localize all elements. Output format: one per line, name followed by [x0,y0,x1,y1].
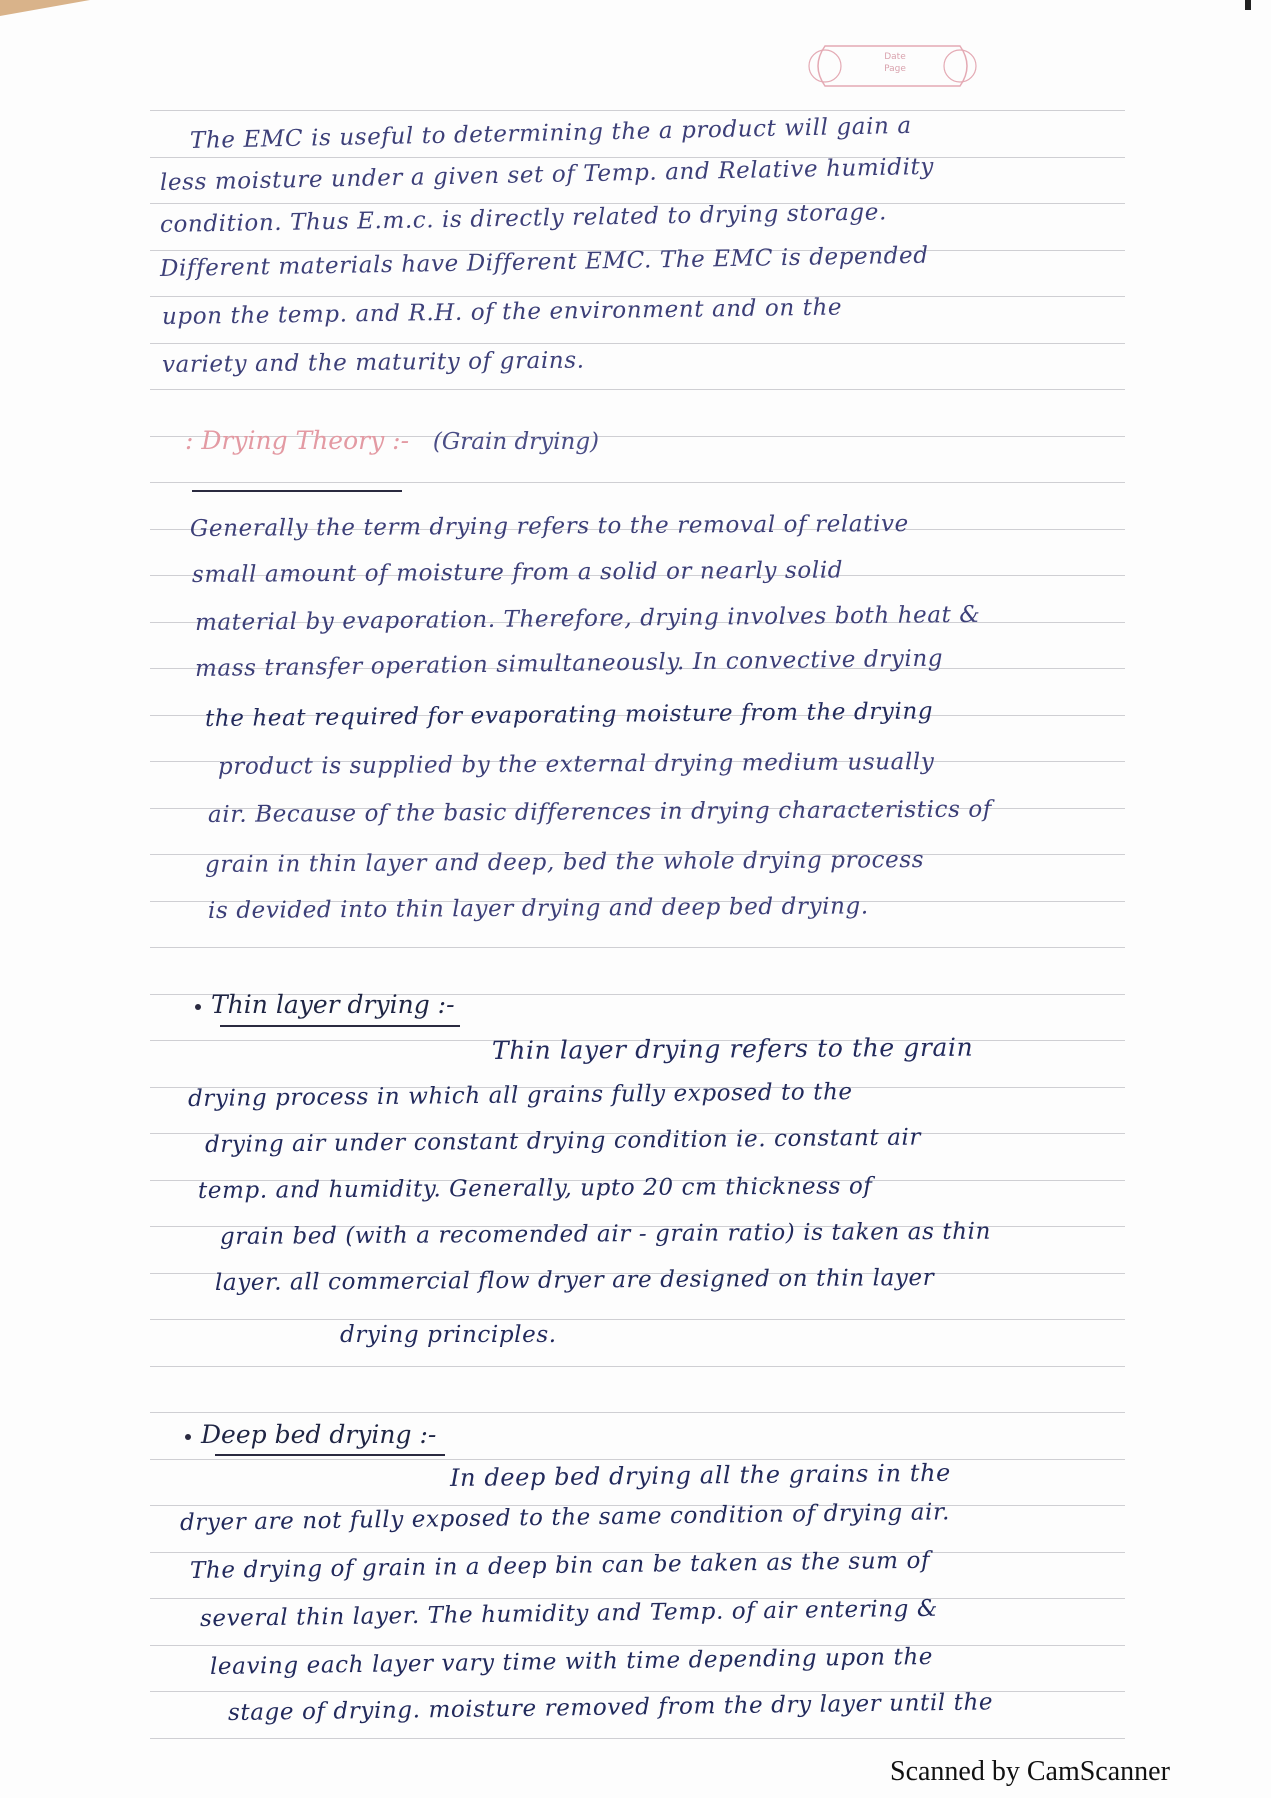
deep-bed-heading: Deep bed drying :- [201,1420,437,1449]
text-line: small amount of moisture from a solid or nearly solid [191,557,844,588]
text-line: product is supplied by the external drying medium usually [217,748,935,780]
text-line: variety and the maturity of grains. [161,347,585,378]
text-line: The EMC is useful to determining the a product will gain a [189,112,912,154]
section-heading-drying-theory [185,426,599,455]
text-line: is devided into thin layer drying and deep bed drying. [207,893,869,924]
text-line: drying principles. [340,1322,557,1348]
heading-underline [192,490,402,492]
text-line: air. Because of the basic differences in drying characteristics of [207,796,993,828]
text-line: Thin layer drying refers to the grain [491,1032,974,1065]
text-line: grain in thin layer and deep, bed the whole drying process [204,846,925,878]
scanner-watermark: Scanned by CamScanner [890,1756,1170,1787]
stamp-page-label: Page [884,64,906,74]
text-line: upon the temp. and R.H. of the environment and on the [161,294,843,330]
text-line: In deep bed drying all the grains in the [449,1458,952,1492]
text-line: grain bed (with a recomended air - grain ratio) is taken as thin [219,1218,992,1250]
stamp-date-label: Date [884,52,906,62]
text-line: layer. all commercial flow dryer are designed on thin layer [214,1264,935,1296]
bullet-icon [195,1004,201,1010]
drying-theory-heading: : Drying Theory :- [185,426,410,455]
heading-underline [215,1454,445,1456]
text-line: material by evaporation. Therefore, drying involves both heat & [194,601,981,636]
text-line: mass transfer operation simultaneously. In convective drying [194,645,944,682]
text-line: less moisture under a given set of Temp. and Relative humidity [159,153,935,196]
text-line: condition. Thus E.m.c. is directly related to drying storage. [159,199,888,238]
section-heading-thin-layer [195,990,455,1019]
text-line: Generally the term drying refers to the removal of relative [189,510,909,542]
section-heading-deep-bed [185,1420,436,1449]
text-line: several thin layer. The humidity and Temp. of air entering & [199,1595,939,1632]
heading-underline [220,1025,460,1027]
text-line: The drying of grain in a deep bin can be taken as the sum of [189,1547,931,1584]
text-line: stage of drying. moisture removed from the dry layer until the [227,1689,994,1726]
thin-layer-heading: Thin layer drying :- [211,990,455,1019]
text-line: leaving each layer vary time with time depending upon the [209,1643,934,1680]
text-line: dryer are not fully exposed to the same condition of drying air. [179,1499,951,1536]
drying-theory-subheading: (Grain drying) [432,429,600,455]
text-line: drying process in which all grains fully exposed to the [187,1079,853,1112]
text-line: temp. and humidity. Generally, upto 20 cm thickness of [197,1173,873,1204]
text-line: Different materials have Different EMC. The EMC is depended [159,242,929,282]
bullet-icon [185,1434,191,1440]
text-line: the heat required for evaporating moisture from the drying [204,698,934,732]
text-line: drying air under constant drying condition ie. constant air [204,1124,922,1158]
